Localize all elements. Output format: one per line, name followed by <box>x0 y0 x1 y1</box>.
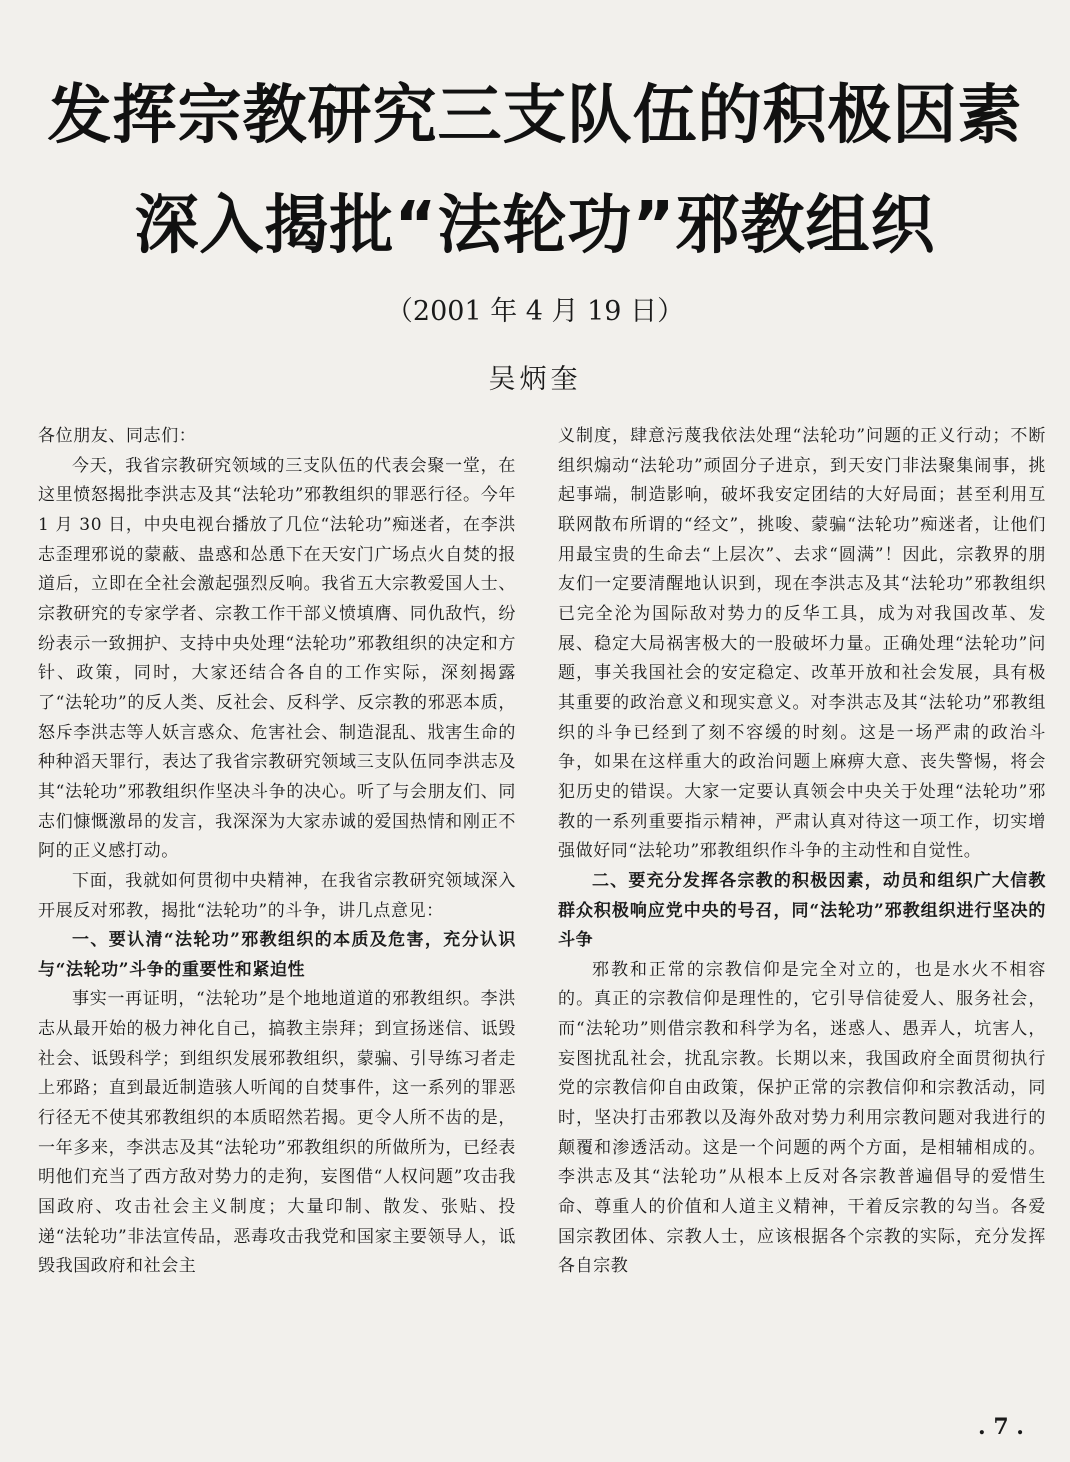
left-column <box>38 422 516 1282</box>
salutation: 各位朋友、同志们： <box>38 426 197 446</box>
paragraph: 邪教和正常的宗教信仰是完全对立的，也是水火不相容的。真正的宗教信仰是理性的，它引导信徒爱人、服务社会，而“法轮功”则借宗教和科学为名，迷惑人、愚弄人，坑害人，妄图扰乱社会，扰乱宗教。长期以来，我国政府全面贯彻执行党的宗教信仰自由政策，保护正常的宗教信仰和宗教活动，同时，坚决打击邪教以及海外敌对势力利用宗教问题对我进行的颠覆和渗透活动。这是一个问题的两个方面，是相辅相成的。李洪志及其“法轮功”从根本上反对各宗教普遍倡导的爱惜生命、尊重人的价值和人道主义精神，干着反宗教的勾当。各爱国宗教团体、宗教人士，应该根据各个宗教的实际，充分发挥各自宗教 <box>558 959 1046 1277</box>
speech-date: （2001 年 4 月 19 日） <box>385 296 685 327</box>
page-number: . 7 . <box>978 1414 1024 1440</box>
paragraph: 事实一再证明，“法轮功”是个地地道道的邪教组织。李洪志从最开始的极力神化自己，搞教主崇拜；到宣扬迷信、诋毁社会、诋毁科学；到组织发展邪教组织，蒙骗、引导练习者走上邪路；直到最近制造骇人听闻的自焚事件，这一系列的罪恶行径无不使其邪教组织的本质昭然若揭。更令人所不齿的是，一年多来，李洪志及其“法轮功”邪教组织的所做所为，已经表明他们充当了西方敌对势力的走狗，妄图借“人权问题”攻击我国政府、攻击社会主义制度；大量印制、散发、张贴、投递“法轮功”非法宣传品，恶毒攻击我党和国家主要领导人，诋毁我国政府和社会主 <box>38 989 516 1277</box>
paragraph-continued: 义制度，肆意污蔑我依法处理“法轮功”问题的正义行动；不断组织煽动“法轮功”顽固分子进京，到天安门非法聚集闹事，挑起事端，制造影响，破坏我安定团结的大好局面；甚至利用互联网散布所谓的“经文”，挑唆、蒙骗“法轮功”痴迷者，让他们用最宝贵的生命去“上层次”、去求“圆满”！因此，宗教界的朋友们一定要清醒地认识到，现在李洪志及其“法轮功”邪教组织已完全沦为国际敌对势力的反华工具，成为对我国改革、发展、稳定大局祸害极大的一股破坏力量。正确处理“法轮功”问题，事关我国社会的安定稳定、改革开放和社会发展，具有极其重要的政治意义和现实意义。对李洪志及其“法轮功”邪教组织的斗争已经到了刻不容缓的时刻。这是一场严肃的政治斗争，如果在这样重大的政治问题上麻痹大意、丧失警惕，将会犯历史的错误。大家一定要认真领会中央关于处理“法轮功”邪教的一系列重要指示精神，严肃认真对待这一项工作，切实增强做好同“法轮功”邪教组织作斗争的主动性和自觉性。 <box>558 426 1046 862</box>
title-line-1: 发挥宗教研究三支队伍的积极因素 <box>47 79 1023 153</box>
right-column <box>558 422 1046 1282</box>
author-name: 吴炳奎 <box>488 364 582 395</box>
section-heading-2: 二、要充分发挥各宗教的积极因素，动员和组织广大信教群众积极响应党中央的号召，同“法轮功”邪教组织进行坚决的斗争 <box>558 870 1046 951</box>
title-line-2: 深入揭批“法轮功”邪教组织 <box>134 189 936 263</box>
paragraph: 今天，我省宗教研究领域的三支队伍的代表会聚一堂，在这里愤怒揭批李洪志及其“法轮功”邪教组织的罪恶行径。今年 1 月 30 日，中央电视台播放了几位“法轮功”痴迷者，在李洪志歪理邪说的蒙蔽、蛊惑和怂恿下在天安门广场点火自焚的报道后，立即在全社会激起强烈反响。我省五大宗教爱国人士、宗教研究的专家学者、宗教工作干部义愤填膺、同仇敌忾，纷纷表示一致拥护、支持中央处理“法轮功”邪教组织的决定和方针、政策，同时，大家还结合各自的工作实际，深刻揭露了“法轮功”的反人类、反社会、反科学、反宗教的邪恶本质，怒斥李洪志等人妖言惑众、危害社会、制造混乱、戕害生命的种种滔天罪行，表达了我省宗教研究领域三支队伍同李洪志及其“法轮功”邪教组织作坚决斗争的决心。听了与会朋友们、同志们慷慨激昂的发言，我深深为大家赤诚的爱国热情和刚正不阿的正义感打动。 <box>38 455 516 862</box>
section-heading-1: 一、要认清“法轮功”邪教组织的本质及危害，充分认识与“法轮功”斗争的重要性和紧迫性 <box>38 930 516 980</box>
paragraph: 下面，我就如何贯彻中央精神，在我省宗教研究领域深入开展反对邪教，揭批“法轮功”的斗争，讲几点意见： <box>38 870 516 921</box>
